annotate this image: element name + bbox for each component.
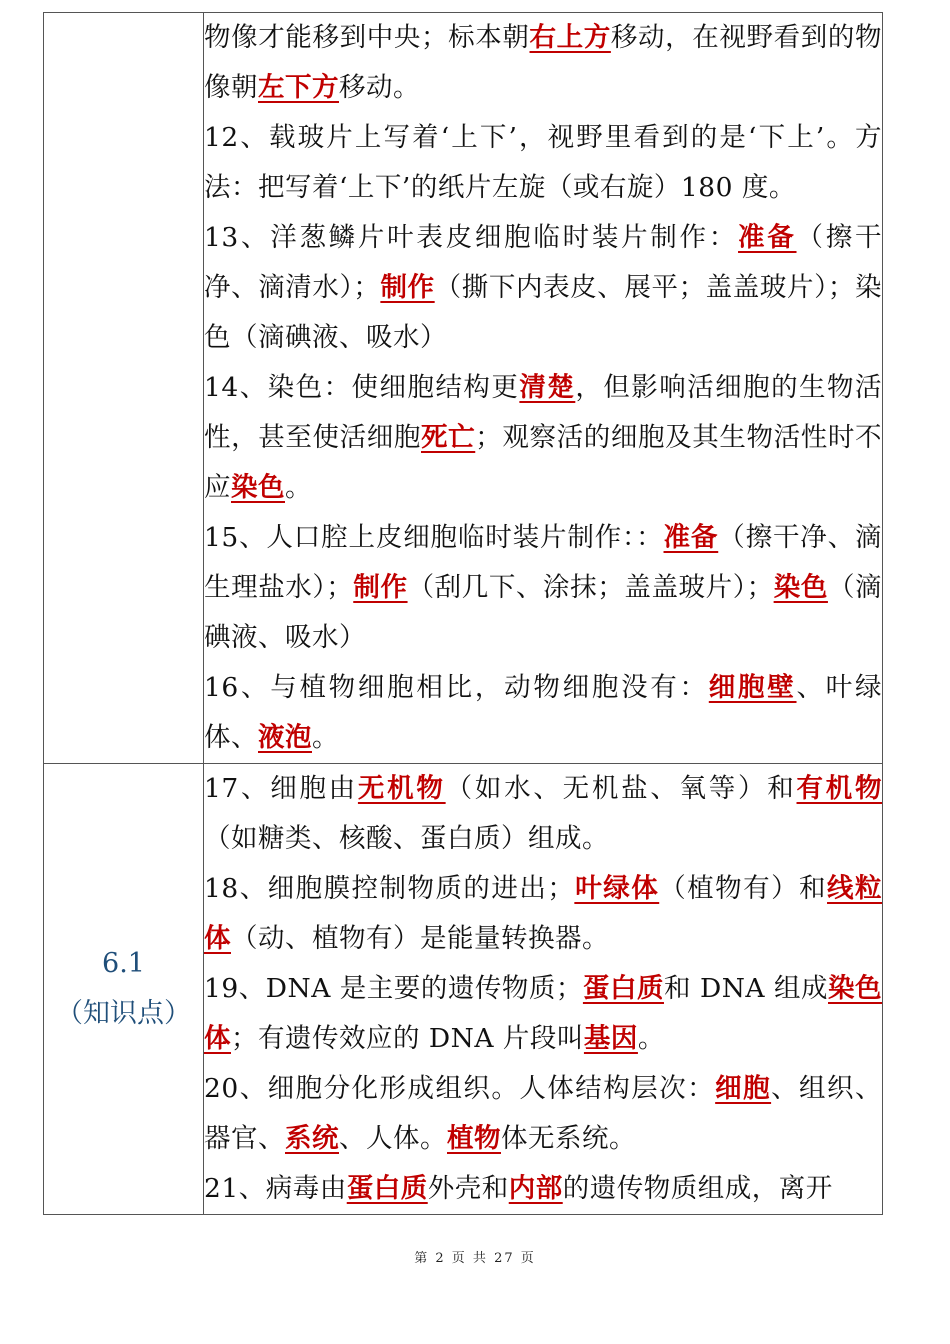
knowledge-item: 物像才能移到中央；标本朝右上方移动，在视野看到的物像朝左下方移动。 [204,22,882,103]
key-term: 无机物 [357,773,446,804]
key-term: 死亡 [421,422,476,453]
knowledge-item: 13、洋葱鳞片叶表皮细胞临时装片制作：准备（擦干净、滴清水）；制作（撕下内表皮、展平；盖盖玻片）；染色（滴碘液、吸水） [204,222,883,353]
key-term: 液泡 [258,722,312,753]
key-term: 染色 [231,472,285,503]
key-term: 制作 [380,272,435,303]
knowledge-item: 16、与植物细胞相比，动物细胞没有：细胞壁、叶绿体、液泡。 [204,672,882,753]
key-term: 准备 [663,522,719,553]
footer-mid: 页 共 [451,1251,488,1266]
footer-prefix: 第 [414,1251,430,1266]
table-row [44,764,883,1215]
knowledge-item: 12、载玻片上写着‘上下’，视野里看到的是‘下上’。方法：把写着‘上下’的纸片左旋（或右旋）180 度。 [204,122,882,203]
content-cell [204,764,883,1215]
key-term: 清楚 [519,372,576,403]
key-term: 右上方 [529,22,611,53]
key-term: 细胞壁 [708,672,797,703]
key-term: 内部 [508,1173,563,1204]
key-term: 基因 [583,1023,638,1054]
key-term: 植物 [447,1123,501,1154]
key-term: 染色 [773,572,828,603]
key-term: 准备 [738,222,797,253]
key-term: 细胞 [715,1073,772,1104]
key-term: 染色体 [204,973,883,1054]
paragraph-container [204,764,882,1214]
knowledge-item: 17、细胞由无机物（如水、无机盐、氧等）和有机物（如糖类、核酸、蛋白质）组成。 [204,773,882,854]
knowledge-item: 18、细胞膜控制物质的进出；叶绿体（植物有）和线粒体（动、植物有）是能量转换器。 [204,873,882,954]
section-label-number: 6.1 [102,948,145,979]
key-term: 叶绿体 [574,873,660,904]
key-term: 线粒体 [204,873,882,954]
key-term: 蛋白质 [582,973,664,1004]
section-label-cell [44,764,204,1215]
content-cell [204,13,883,764]
key-term: 有机物 [796,773,882,804]
paragraph-container [204,13,882,763]
knowledge-table [43,12,883,1215]
key-term: 制作 [353,572,408,603]
table-row [44,13,883,764]
section-label-cell [44,13,204,764]
knowledge-item: 21、病毒由蛋白质外壳和内部的遗传物质组成，离开 [204,1173,833,1204]
footer-total-pages: 27 [494,1251,515,1266]
section-label-text: （知识点） [56,998,191,1029]
knowledge-item: 14、染色：使细胞结构更清楚，但影响活细胞的生物活性，甚至使活细胞死亡；观察活的细胞及其生物活性时不应染色。 [204,372,882,503]
page-footer [0,1247,950,1266]
footer-page-number: 2 [435,1251,446,1266]
key-term: 系统 [285,1123,339,1154]
footer-suffix: 页 [520,1251,536,1266]
knowledge-item: 15、人口腔上皮细胞临时装片制作：：准备（擦干净、滴生理盐水）；制作（刮几下、涂抹；盖盖玻片）；染色（滴碘液、吸水） [204,522,883,653]
key-term: 蛋白质 [346,1173,428,1204]
knowledge-item: 20、细胞分化形成组织。人体结构层次：细胞、组织、器官、系统、人体。植物体无系统。 [204,1073,882,1154]
key-term: 左下方 [258,72,339,103]
knowledge-item: 19、DNA 是主要的遗传物质；蛋白质和 DNA 组成染色体；有遗传效应的 DNA 片段叫基因。 [204,973,883,1054]
